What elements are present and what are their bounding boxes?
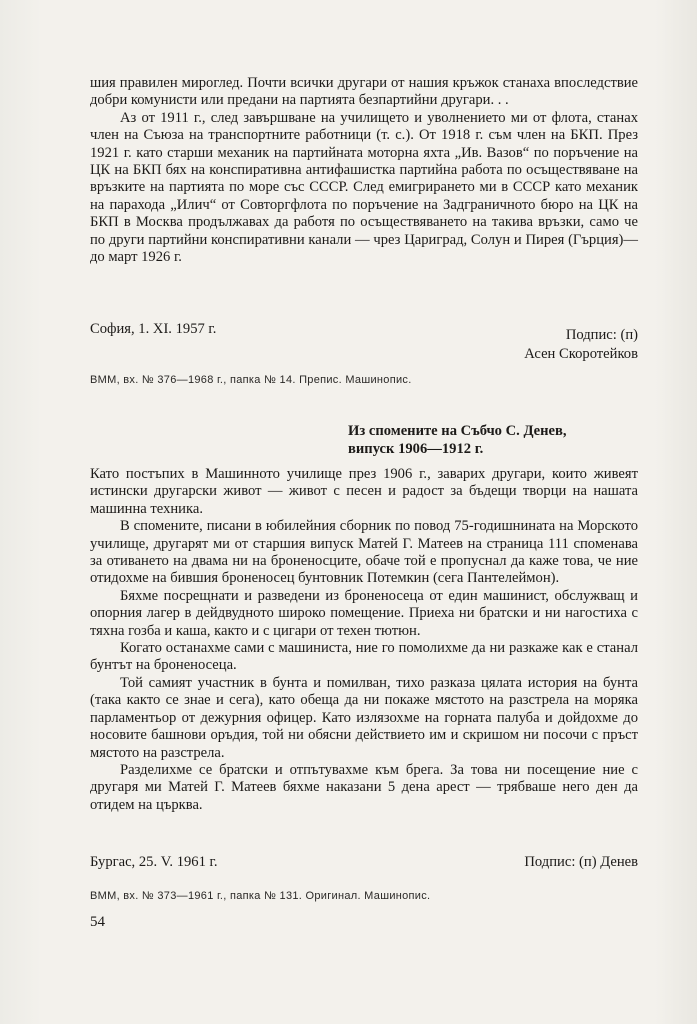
memoir-block-1 bbox=[90, 75, 638, 266]
place-date: София, 1. XI. 1957 г. bbox=[90, 321, 217, 337]
heading-line-1: Из спомените на Събчо С. Денев, bbox=[348, 423, 567, 439]
signature-block-1 bbox=[90, 326, 638, 364]
paragraph-6: Разделихме се братски и отпътувахме към брега. За това ни посещение ние с другаря ми Матей Г. Матеев бяхме наказани 5 дена арест — трябваше него ден да отидем на църква. bbox=[90, 761, 638, 813]
paragraph-5: Той самият участник в бунта и помилван, тихо разказа цялата история на бунта (така както се знае и сега), като обеща да ни покаже мястото на разстрела на моряка парламентьор от дежурния офицер. Като излязохме на горната палуба и дойдохме до носовите башнови оръдия, той ни обясни действието им и скришом ни посочи с пръст мястото на разстрела. bbox=[90, 674, 638, 761]
paragraph-1: Като постъпих в Машинното училище през 1906 г., заварих другари, които живеят истински другарски живот — живот с песен и радост за бъдещи творци на нашата машинна техника. bbox=[90, 466, 638, 517]
paragraph-2: В спомените, писани в юбилейния сборник по повод 75-годишнината на Морското училище, другарят ми от старшия випуск Матей Г. Матеев на страница 111 споменава за отиването на двама ни на броненосците, обаче той е пропуснал да каже това, че ние отидохме на бившия броненосец бунтовник Потемкин (сега Пантелеймон). bbox=[90, 518, 638, 587]
memoir-heading bbox=[348, 422, 638, 458]
heading-line-2: випуск 1906—1912 г. bbox=[348, 441, 484, 457]
signature-line: Подпис: (п) bbox=[565, 327, 638, 343]
paragraph-biography: Аз от 1911 г., след завършване на училището и уволнението ми от флота, станах член на Съюза на транспортните работници (т. с.). От 1918 г. съм член на БКП. През 1921 г. като старши механик на партийната моторна яхта „Ив. Вазов“ по поръчение на ЦК на БКП бях на конспиративна антифашистка партийна работа по осъществяване на връзките на партията по море със СССР. След емигрирането ми в СССР като механик на парахода „Илич“ от Совторгфлота по поръчение на Задграничното бюро на ЦК на БКП в Москва продължавах да работя по осъществяването на такива връзки, само че по други партийни конспиративни канали — чрез Цариград, Солун и Пирея (Гърция)— до март 1926 г. bbox=[90, 109, 638, 266]
memoir-block-2 bbox=[90, 466, 638, 814]
signature-name: Асен Скоротейков bbox=[524, 346, 638, 362]
page-number: 54 bbox=[90, 914, 105, 930]
signature: Подпис: (п) Денев bbox=[524, 854, 638, 870]
paragraph-4: Когато останахме сами с машиниста, ние го помолихме да ни разкаже как е станал бунтът на броненосеца. bbox=[90, 640, 638, 674]
archive-source-2: ВММ, вх. № 373—1961 г., папка № 131. Оригинал. Машинопис. bbox=[90, 890, 431, 902]
paragraph-3: Бяхме посрещнати и разведени из броненосеца от един машинист, обслужващ и опорния лагер в дейдвудното широко помещение. Приеха ни братски и ни нагостиха с тяхна гозба и каша, както и с цигари от техен тютюн. bbox=[90, 587, 638, 639]
place-date: Бургас, 25. V. 1961 г. bbox=[90, 854, 218, 870]
paragraph-continuation: шия правилен мироглед. Почти всички другари от нашия кръжок станаха впоследствие добри комунисти или предани на партията безпартийни другари. . . bbox=[90, 75, 638, 109]
place-date-line-2 bbox=[90, 854, 638, 871]
archive-source-1: ВММ, вх. № 376—1968 г., папка № 14. Препис. Машинопис. bbox=[90, 374, 412, 386]
